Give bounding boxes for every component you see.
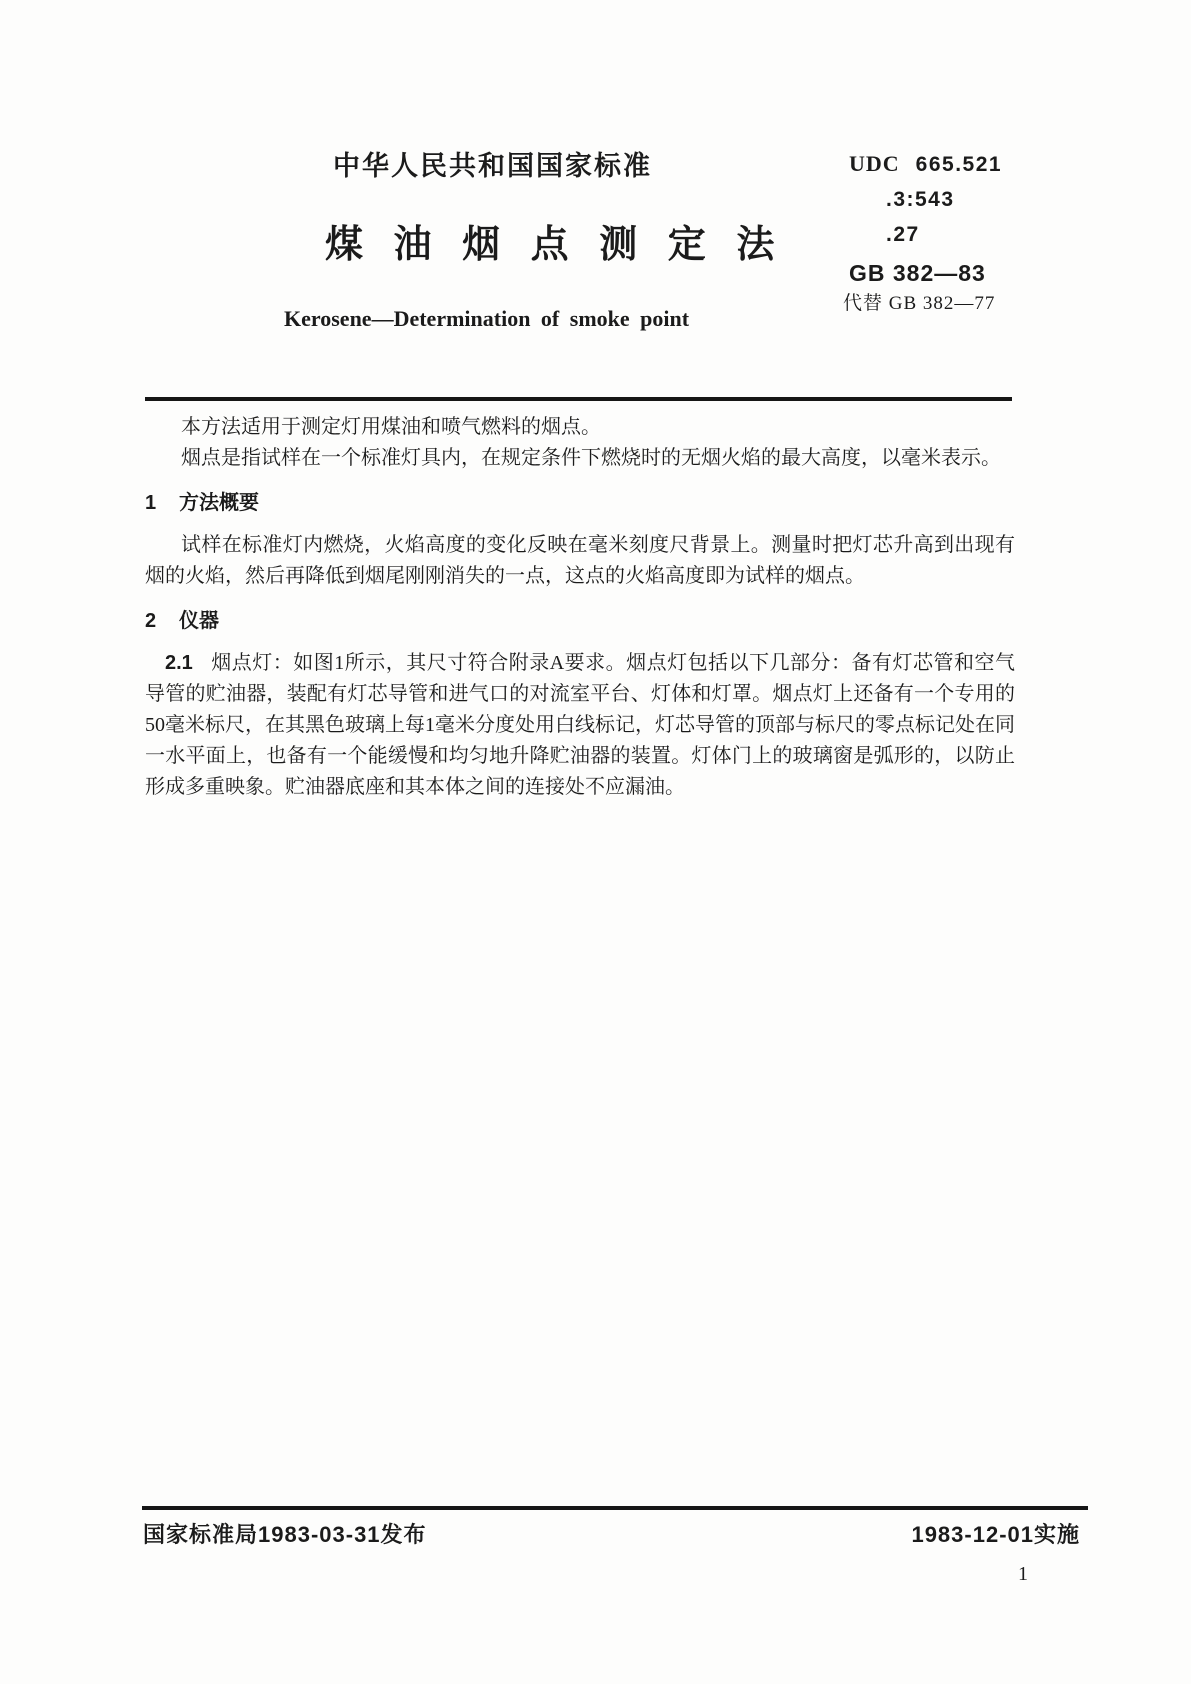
footer-issued-date: 国家标准局1983-03-31发布	[143, 1522, 427, 1547]
section-1-title: 方法概要	[179, 492, 259, 514]
standard-org-title: 中华人民共和国国家标准	[333, 151, 652, 181]
udc-label: UDC	[849, 151, 900, 176]
clause-2-1-number: 2.1	[165, 652, 193, 674]
replaces-note: 代替 GB 382—77	[843, 293, 996, 314]
section-2-title: 仪器	[179, 610, 219, 632]
document-body	[145, 412, 1015, 803]
section-2-heading	[145, 608, 1015, 635]
clause-2-1-text: 烟点灯：如图1所示，其尺寸符合附录A要求。烟点灯包括以下几部分：备有灯芯管和空气导管的贮油器，装配有灯芯导管和进气口的对流室平台、灯体和灯罩。烟点灯上还备有一个专用的50毫米标尺，在其黑色玻璃上每1毫米分度处用白线标记，灯芯导管的顶部与标尺的零点标记处在同一水平面上，也备有一个能缓慢和均匀地升降贮油器的装置。灯体门上的玻璃窗是弧形的，以防止形成多重映象。贮油器底座和其本体之间的连接处不应漏油。	[145, 652, 1015, 798]
scope-paragraph: 本方法适用于测定灯用煤油和喷气燃料的烟点。	[181, 416, 601, 438]
section-1-paragraph: 试样在标准灯内燃烧，火焰高度的变化反映在毫米刻度尺背景上。测量时把灯芯升高到出现有烟的火焰，然后再降低到烟尾刚刚消失的一点，这点的火焰高度即为试样的烟点。	[145, 534, 1015, 587]
udc-row	[849, 146, 1002, 182]
footer-divider	[142, 1506, 1088, 1510]
udc-number-line2: .3:543	[886, 188, 955, 211]
page-number: 1	[1018, 1563, 1028, 1585]
header-divider	[145, 397, 1012, 401]
definition-paragraph: 烟点是指试样在一个标准灯具内，在规定条件下燃烧时的无烟火焰的最大高度，以毫米表示。	[181, 447, 1001, 469]
udc-block	[849, 146, 1002, 291]
udc-number-line1: 665.521	[915, 153, 1003, 176]
section-1-number: 1	[145, 492, 157, 514]
section-1-heading	[145, 490, 1015, 517]
footer-effective-date: 1983-12-01实施	[911, 1522, 1080, 1547]
standard-number: GB 382—83	[849, 260, 986, 286]
udc-number-line3: .27	[886, 223, 920, 246]
document-title-english: Kerosene—Determination of smoke point	[284, 306, 690, 331]
section-2-number: 2	[145, 610, 157, 632]
clause-2-1-paragraph	[145, 648, 1015, 803]
document-title: 煤 油 烟 点 测 定 法	[325, 224, 785, 266]
